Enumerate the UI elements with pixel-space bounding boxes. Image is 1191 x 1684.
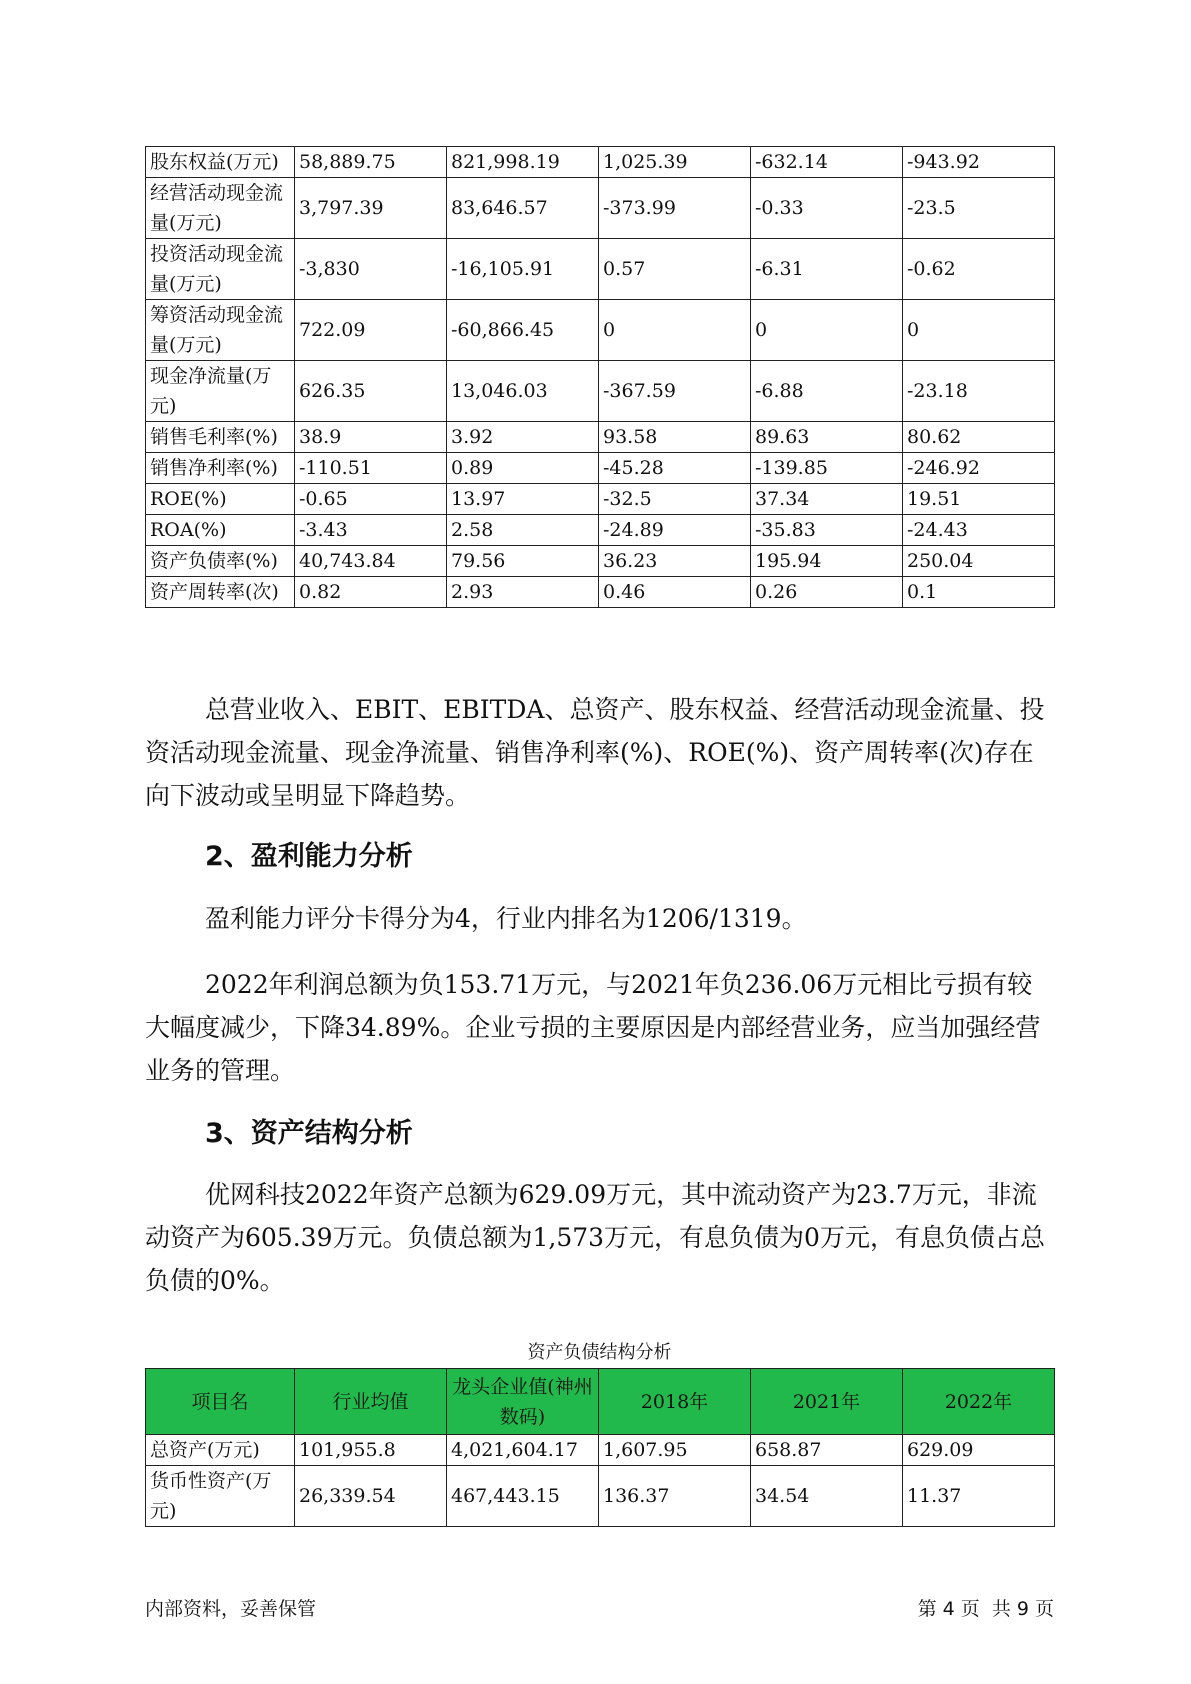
table-cell: -23.18 (903, 361, 1055, 422)
table-cell: -110.51 (295, 453, 447, 484)
asset-detail-paragraph: 优网科技2022年资产总额为629.09万元，其中流动资产为23.7万元，非流动资产为605.39万元。负债总额为1,573万元，有息负债为0万元，有息负债占总负债的0%。 (145, 1180, 1045, 1295)
table-cell: 79.56 (447, 546, 599, 577)
table-cell: 0.89 (447, 453, 599, 484)
table-cell: 1,025.39 (599, 147, 751, 178)
table-cell: -367.59 (599, 361, 751, 422)
table-cell: 0.1 (903, 577, 1055, 608)
table-cell: 821,998.19 (447, 147, 599, 178)
financial-indicators-table (145, 146, 1055, 608)
table-cell: 37.34 (751, 484, 903, 515)
header-cell: 项目名 (146, 1369, 295, 1435)
row-label: ROE(%) (146, 484, 295, 515)
profit-score-paragraph: 盈利能力评分卡得分为4，行业内排名为1206/1319。 (205, 904, 807, 933)
table-cell: 11.37 (903, 1466, 1055, 1527)
asset-liability-table (145, 1368, 1055, 1527)
table-cell: 3,797.39 (295, 178, 447, 239)
table-row (146, 1435, 1055, 1466)
table-cell: -24.43 (903, 515, 1055, 546)
header-cell: 龙头企业值(神州数码) (447, 1369, 599, 1435)
row-label: 资产周转率(次) (146, 577, 295, 608)
table-row (146, 577, 1055, 608)
footer-confidential-note: 内部资料，妥善保管 (145, 1598, 317, 1620)
table-caption: 资产负债结构分析 (527, 1342, 672, 1363)
table-cell: -943.92 (903, 147, 1055, 178)
table-cell: -139.85 (751, 453, 903, 484)
table-cell: 722.09 (295, 300, 447, 361)
table-cell: -23.5 (903, 178, 1055, 239)
table-cell: 626.35 (295, 361, 447, 422)
header-cell: 2018年 (599, 1369, 751, 1435)
table-cell: -60,866.45 (447, 300, 599, 361)
table-body (146, 1435, 1055, 1527)
row-label: 总资产(万元) (146, 1435, 295, 1466)
section-heading-asset-structure: 3、资产结构分析 (205, 1118, 413, 1149)
table-row (146, 515, 1055, 546)
row-label: ROA(%) (146, 515, 295, 546)
table-cell: 658.87 (751, 1435, 903, 1466)
table-cell: -35.83 (751, 515, 903, 546)
row-label: 现金净流量(万元) (146, 361, 295, 422)
table-cell: -24.89 (599, 515, 751, 546)
header-cell: 2021年 (751, 1369, 903, 1435)
header-cell: 行业均值 (295, 1369, 447, 1435)
table-row (146, 300, 1055, 361)
header-cell: 2022年 (903, 1369, 1055, 1435)
table-row (146, 147, 1055, 178)
table-cell: -373.99 (599, 178, 751, 239)
table-cell: 80.62 (903, 422, 1055, 453)
table-cell: -6.31 (751, 239, 903, 300)
table-cell: 250.04 (903, 546, 1055, 577)
row-label: 资产负债率(%) (146, 546, 295, 577)
table-cell: -0.33 (751, 178, 903, 239)
table-row (146, 1466, 1055, 1527)
table-cell: 13,046.03 (447, 361, 599, 422)
table-cell: 0.82 (295, 577, 447, 608)
table-body (146, 147, 1055, 608)
table-cell: 3.92 (447, 422, 599, 453)
table-cell: -45.28 (599, 453, 751, 484)
table-cell: -32.5 (599, 484, 751, 515)
row-label: 投资活动现金流量(万元) (146, 239, 295, 300)
table-row (146, 239, 1055, 300)
table-row (146, 453, 1055, 484)
table-cell: 1,607.95 (599, 1435, 751, 1466)
table-cell: 101,955.8 (295, 1435, 447, 1466)
table-cell: 136.37 (599, 1466, 751, 1527)
table-cell: 40,743.84 (295, 546, 447, 577)
row-label: 销售净利率(%) (146, 453, 295, 484)
table-cell: 58,889.75 (295, 147, 447, 178)
table-row (146, 546, 1055, 577)
table-cell: 34.54 (751, 1466, 903, 1527)
table-cell: 36.23 (599, 546, 751, 577)
table-cell: -0.62 (903, 239, 1055, 300)
row-label: 经营活动现金流量(万元) (146, 178, 295, 239)
table-cell: 83,646.57 (447, 178, 599, 239)
table-cell: 0 (751, 300, 903, 361)
table-cell: 2.58 (447, 515, 599, 546)
table-cell: 195.94 (751, 546, 903, 577)
table-cell: -3,830 (295, 239, 447, 300)
table-cell: 13.97 (447, 484, 599, 515)
table-row (146, 422, 1055, 453)
trend-paragraph: 总营业收入、EBIT、EBITDA、总资产、股东权益、经营活动现金流量、投资活动现金流量、现金净流量、销售净利率(%)、ROE(%)、资产周转率(次)存在向下波动或呈明显下降趋势。 (145, 695, 1045, 810)
table-row (146, 178, 1055, 239)
table-header-row (146, 1369, 1055, 1435)
table-cell: 26,339.54 (295, 1466, 447, 1527)
footer-page-number: 第 4 页 共 9 页 (917, 1598, 1054, 1620)
row-label: 销售毛利率(%) (146, 422, 295, 453)
table-row (146, 361, 1055, 422)
table-cell: -3.43 (295, 515, 447, 546)
row-label: 股东权益(万元) (146, 147, 295, 178)
table-cell: -6.88 (751, 361, 903, 422)
table-cell: 467,443.15 (447, 1466, 599, 1527)
table-cell: 0.26 (751, 577, 903, 608)
table-cell: -246.92 (903, 453, 1055, 484)
table-cell: -16,105.91 (447, 239, 599, 300)
table-row (146, 484, 1055, 515)
table-cell: 2.93 (447, 577, 599, 608)
table-cell: 38.9 (295, 422, 447, 453)
table-cell: 89.63 (751, 422, 903, 453)
table-cell: 4,021,604.17 (447, 1435, 599, 1466)
table-cell: 0.57 (599, 239, 751, 300)
table-cell: 0 (903, 300, 1055, 361)
table-cell: -632.14 (751, 147, 903, 178)
table-cell: 19.51 (903, 484, 1055, 515)
table-cell: 0 (599, 300, 751, 361)
table-cell: 93.58 (599, 422, 751, 453)
row-label: 货币性资产(万元) (146, 1466, 295, 1527)
table-cell: 0.46 (599, 577, 751, 608)
section-heading-profitability: 2、盈利能力分析 (205, 841, 413, 872)
profit-detail-paragraph: 2022年利润总额为负153.71万元，与2021年负236.06万元相比亏损有较大幅度减少，下降34.89%。企业亏损的主要原因是内部经营业务，应当加强经营业务的管理。 (145, 970, 1041, 1085)
table-cell: -0.65 (295, 484, 447, 515)
row-label: 筹资活动现金流量(万元) (146, 300, 295, 361)
table-cell: 629.09 (903, 1435, 1055, 1466)
